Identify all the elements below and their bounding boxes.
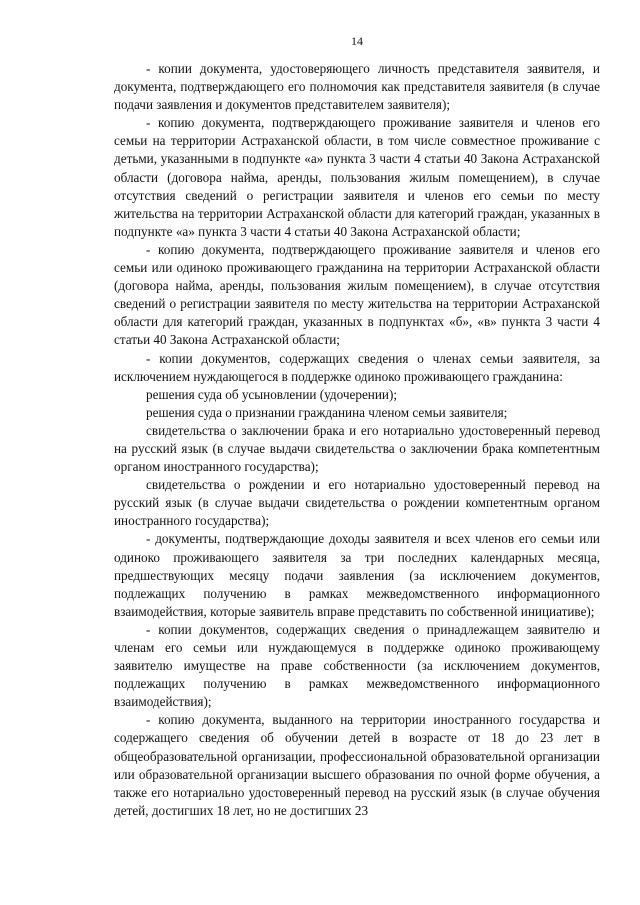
paragraph-income-documents: - документы, подтверждающие доходы заявителя и всех членов его семьи или одиноко проживающего заявителя за три последних календарных месяца, предшествующих месяцу подачи заявления (за исключением документов, подлежащих получению в рамках межведомственного информационного взаимодействия, которые заявитель вправе представить по собственной инициативе); [114,531,600,619]
paragraph-family-members-documents: - копии документов, содержащих сведения о членах семьи заявителя, за исключением нуждающегося в поддержке одиноко проживающего гражданина: [114,350,600,384]
paragraph-residence-subparagraph-a: - копию документа, подтверждающего проживание заявителя и членов его семьи на территории Астраханской области, в том числе совместное проживание с детьми, указанными в подпункте «а» пункта 3 части 4 статьи 40 Закона Астраханской области (договора найма, аренды, пользования жилым помещением), в случае отсутствия сведений о регистрации заявителя и членов его семьи по месту жительства на территории Астраханской области для категорий граждан, указанных в подпункте «а» пункта 3 части 4 статьи 40 Закона Астраханской области; [114,115,600,239]
paragraph-residence-subparagraphs-b-v: - копию документа, подтверждающего проживание заявителя и членов его семьи или одиноко проживающего гражданина на территории Астраханской области (договора найма, аренды, пользования жилым помещением), в случае отсутствия сведений о регистрации заявителя по месту жительства на территории Астраханской области для категорий граждан, указанных в подпунктах «б», «в» пункта 3 части 4 статьи 40 Закона Астраханской области; [114,241,600,348]
document-body [114,60,600,820]
paragraph-foreign-education-document: - копию документа, выданного на территории иностранного государства и содержащего сведения об обучении детей в возрасте от 18 до 23 лет в общеобразовательной организации, профессиональной образовательной организации или образовательной организации высшего образования по очной форме обучения, а также его нотариально удостоверенный перевод на русский язык (в случае обучения детей, достигших 18 лет, но не достигших 23 [114,712,600,818]
page-number: 14 [351,34,363,48]
paragraph-property-documents: - копии документов, содержащих сведения о принадлежащем заявителю и членам его семьи или нуждающемуся в поддержке одиноко проживающему заявителю имуществе на праве собственности (за исключением документов, подлежащих получению в рамках межведомственного информационного взаимодействия); [114,621,600,710]
paragraph-birth-certificate: свидетельства о рождении и его нотариально удостоверенный перевод на русский язык (в случае выдачи свидетельства о рождении компетентным органом иностранного государства); [114,477,600,529]
paragraph-adoption-decision: решения суда об усыновлении (удочерении); [146,386,398,402]
paragraph-marriage-certificate: свидетельства о заключении брака и его нотариально удостоверенный перевод на русский язык (в случае выдачи свидетельства о заключении брака компетентным органом иностранного государства); [114,422,600,475]
paragraph-family-recognition-decision: решения суда о признании гражданина членом семьи заявителя; [146,404,508,420]
paragraph-representative-identity: - копии документа, удостоверяющего личность представителя заявителя, и документа, подтверждающего его полномочия как представителя заявителя (в случае подачи заявления и документов представителем заявителя); [114,61,600,113]
